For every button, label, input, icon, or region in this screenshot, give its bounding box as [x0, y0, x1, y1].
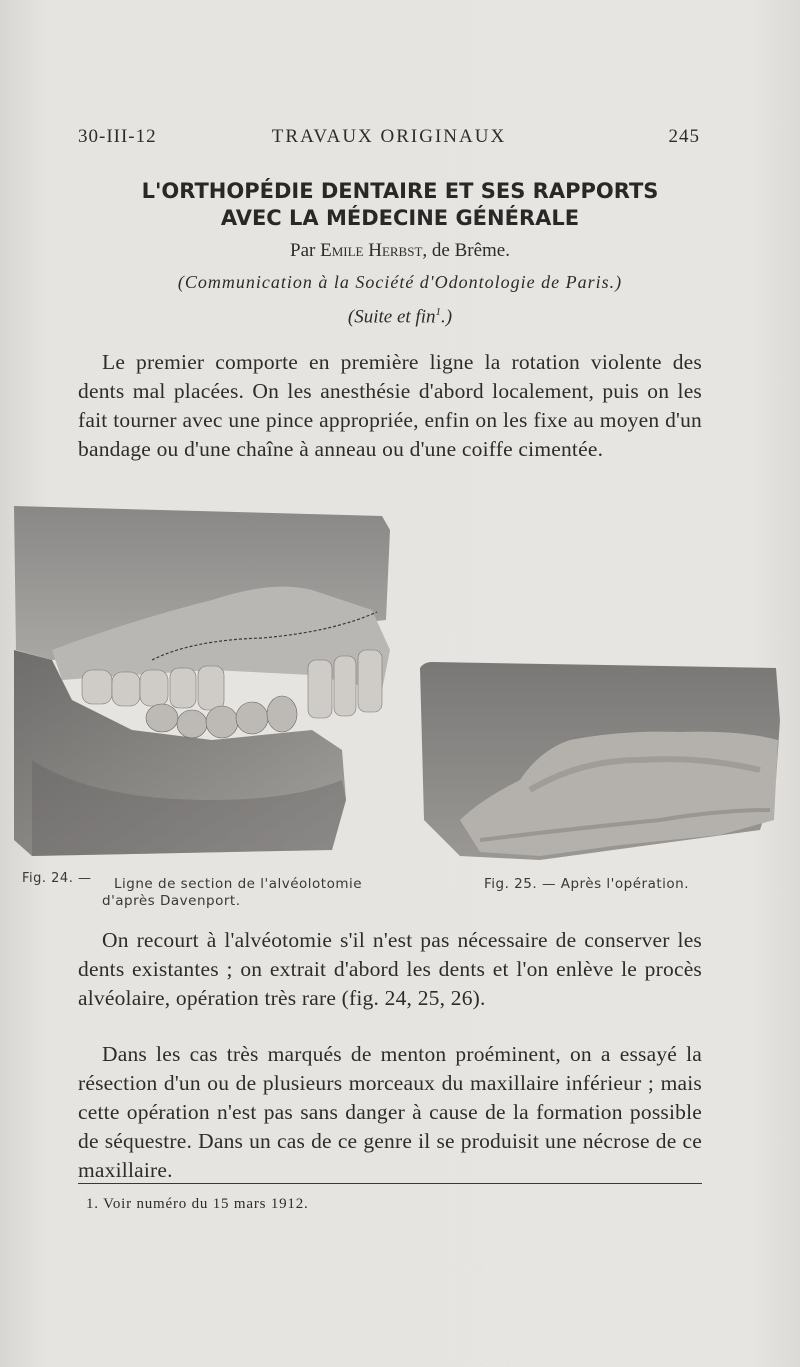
- paragraph-1: Le premier comporte en première ligne la rotation violente des dents mal placées. On les anesthésie d'abord localement, puis on les fait tourner avec une pince appropriée, enfin on les fixe au moyen d'un bandage ou d'une chaîne à anneau ou d'une coiffe cimentée.: [78, 350, 702, 461]
- footnote: 1. Voir numéro du 15 mars 1912.: [86, 1196, 309, 1212]
- byline-suffix: , de Brême.: [422, 240, 510, 261]
- section-title: TRAVAUX ORIGINAUX: [271, 126, 507, 147]
- author-name: Emile Herbst: [320, 240, 423, 261]
- running-head: [78, 126, 700, 150]
- article-title: [60, 178, 740, 232]
- footnote-rule: [78, 1183, 702, 1184]
- byline: [60, 240, 740, 262]
- figure-24-label: Fig. 24. —: [22, 871, 92, 886]
- figure-24-caption-line-2: d'après Davenport.: [102, 893, 241, 909]
- suite-text: (Suite et fin: [347, 306, 436, 328]
- paragraph-2: On recourt à l'alvéotomie s'il n'est pas nécessaire de conserver les dents existantes ; on extrait d'abord les dents et l'on enlève le procès alvéolaire, opération très rare (fig. 24, 25, 26).: [78, 928, 702, 1010]
- communication-note: (Communication à la Société d'Odontologie de Paris.): [177, 272, 623, 292]
- figure-24-caption: [22, 871, 404, 910]
- paragraph-3: Dans les cas très marqués de menton proéminent, on a essayé la résection d'un ou de plusieurs morceaux du maxillaire inférieur ; mais cette opération n'est pas sans danger à cause de la formation possible de séquestre. Dans un cas de ce genre il se produisit une nécrose de ce maxillaire.: [78, 1042, 702, 1182]
- figure-25-caption: Fig. 25. — Après l'opération.: [484, 876, 689, 892]
- title-line-2: AVEC LA MÉDECINE GÉNÉRALE: [220, 206, 580, 230]
- byline-prefix: Par: [290, 240, 321, 261]
- figure-24-caption-line-1: Ligne de section de l'alvéolotomie: [114, 876, 363, 892]
- issue-date: 30-III-12: [78, 126, 157, 147]
- figure-25-after-operation: [420, 660, 782, 866]
- suite-footnote-marker: 1: [435, 306, 441, 318]
- title-line-1: L'ORTHOPÉDIE DENTAIRE ET SES RAPPORTS: [141, 179, 659, 203]
- figure-24-dental-cast: [12, 500, 402, 860]
- page-number: 245: [668, 126, 700, 147]
- suite-close: .): [441, 306, 453, 328]
- suite-note: [60, 306, 740, 328]
